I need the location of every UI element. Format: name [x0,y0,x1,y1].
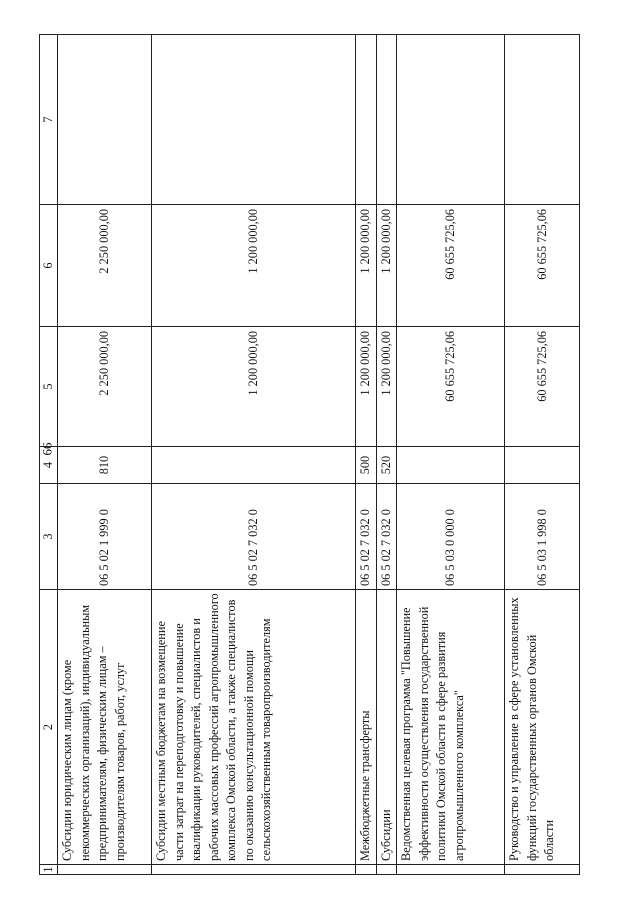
cell-code: 06 5 02 7 032 0 [152,484,356,590]
table-row [397,35,505,875]
column-header: 1 [40,865,58,875]
cell-amount: 1 200 000,00 [356,205,376,327]
cell-col7 [376,35,396,205]
cell-code: 06 5 02 1 999 0 [58,484,152,590]
cell-code: 06 5 03 0 000 0 [397,484,505,590]
cell-type [397,447,505,484]
page-number: 99 [40,442,55,456]
cell-type: 500 [356,447,376,484]
cell-col1 [376,865,396,875]
cell-amount: 60 655 725,06 [505,205,580,327]
table-row [505,35,580,875]
column-header: 2 [40,590,58,865]
column-header: 4 [40,447,58,484]
cell-amount: 60 655 725,06 [397,205,505,327]
cell-amount: 2 250 000,00 [58,327,152,447]
cell-amount: 60 655 725,06 [505,327,580,447]
cell-type: 520 [376,447,396,484]
cell-col1 [505,865,580,875]
column-header: 6 [40,205,58,327]
cell-col1 [152,865,356,875]
cell-col7 [356,35,376,205]
cell-col1 [397,865,505,875]
cell-description: Руководство и управление в сфере установленных функций государственных органов Омской области [505,590,580,865]
cell-code: 06 5 02 7 032 0 [376,484,396,590]
cell-col7 [152,35,356,205]
cell-description: Субсидии местным бюджетам на возмещение части затрат на переподготовку и повышение квалификации руководителей, специалистов и рабочих массовых профессий агропромышленного комплекса Омской области, а также специалистов по оказанию консультационной помощи сельскохозяйственным товаропроизводителям [152,590,356,865]
cell-col7 [397,35,505,205]
budget-table-container [39,35,591,875]
cell-amount: 1 200 000,00 [376,327,396,447]
table-row [356,35,376,875]
column-header: 3 [40,484,58,590]
cell-amount: 2 250 000,00 [58,205,152,327]
cell-code: 06 5 02 7 032 0 [356,484,376,590]
cell-description: Межбюджетные трансферты [356,590,376,865]
column-header: 7 [40,35,58,205]
budget-table [39,34,580,875]
cell-code: 06 5 03 1 998 0 [505,484,580,590]
table-row [58,35,152,875]
cell-col1 [58,865,152,875]
cell-description: Субсидии [376,590,396,865]
cell-col1 [356,865,376,875]
cell-amount: 1 200 000,00 [152,327,356,447]
column-header: 5 [40,327,58,447]
cell-description: Ведомственная целевая программа "Повышение эффективности осуществления государственной политики Омской области в сфере развития агропромышленного комплекса" [397,590,505,865]
cell-col7 [58,35,152,205]
cell-amount: 1 200 000,00 [376,205,396,327]
table-row [152,35,356,875]
cell-amount: 1 200 000,00 [356,327,376,447]
cell-type [505,447,580,484]
cell-col7 [505,35,580,205]
cell-amount: 1 200 000,00 [152,205,356,327]
cell-description: Субсидии юридическим лицам (кроме некоммерческих организаций), индивидуальным предпринимателям, физическим лицам – производителям товаров, работ, услуг [58,590,152,865]
header-row [40,35,58,875]
cell-amount: 60 655 725,06 [397,327,505,447]
cell-type: 810 [58,447,152,484]
table-row [376,35,396,875]
cell-type [152,447,356,484]
